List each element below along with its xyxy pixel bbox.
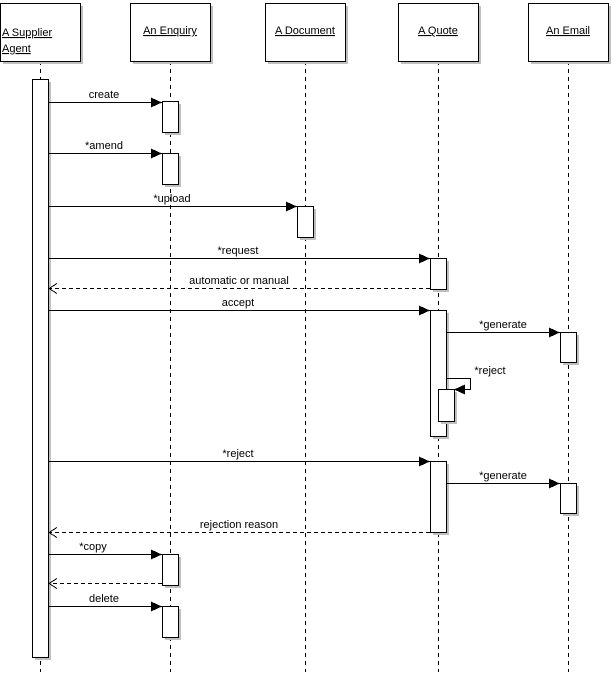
arrowhead-icon	[151, 149, 162, 159]
arrowhead-icon	[151, 602, 162, 612]
activation-bar-quote	[431, 259, 447, 290]
activation-bar-quote	[439, 390, 455, 422]
message-reject-label: *reject	[222, 448, 254, 460]
arrowhead-icon	[151, 98, 162, 108]
message-automatic-or-manual-label: automatic or manual	[189, 275, 289, 287]
arrowhead-icon	[419, 254, 430, 264]
actor-label-quote: A Quote	[418, 25, 458, 37]
activation-bar-email	[561, 333, 577, 363]
message-amend-label: *amend	[85, 140, 123, 152]
arrowhead-icon	[286, 202, 297, 212]
arrowhead-icon	[151, 550, 162, 560]
arrowhead-icon	[419, 306, 430, 316]
activation-bar-document	[298, 207, 314, 238]
message-reject-label: *reject	[474, 365, 506, 377]
activation-bar-supplier-agent	[33, 80, 49, 658]
arrowhead-icon	[419, 457, 430, 467]
message-generate-label: *generate	[479, 319, 527, 331]
arrowhead-icon	[549, 479, 560, 489]
actor-label-email: An Email	[545, 25, 591, 37]
message-generate-label: *generate	[479, 470, 527, 482]
actor-label-supplier-agent: A Supplier	[2, 27, 53, 39]
activation-bar-enquiry	[163, 102, 179, 133]
message-accept-label: accept	[221, 297, 255, 309]
message-rejection-reason-label: rejection reason	[199, 519, 279, 531]
arrowhead-icon	[549, 328, 560, 338]
activation-bar-enquiry	[163, 555, 179, 586]
actor-label-supplier-agent: Agent	[2, 43, 31, 55]
message-delete-label: delete	[89, 593, 119, 605]
message-create-label: create	[88, 89, 120, 101]
message-request-label: *request	[217, 245, 259, 257]
activation-bar-enquiry	[163, 154, 179, 185]
activation-bar-quote	[431, 462, 447, 533]
actor-label-document: A Document	[275, 25, 335, 37]
message-copy-label: *copy	[79, 541, 107, 553]
activation-bar-email	[561, 484, 577, 514]
actor-label-enquiry: An Enquiry	[143, 25, 197, 37]
message-upload-label: *upload	[153, 193, 191, 205]
activation-bar-enquiry	[163, 607, 179, 638]
